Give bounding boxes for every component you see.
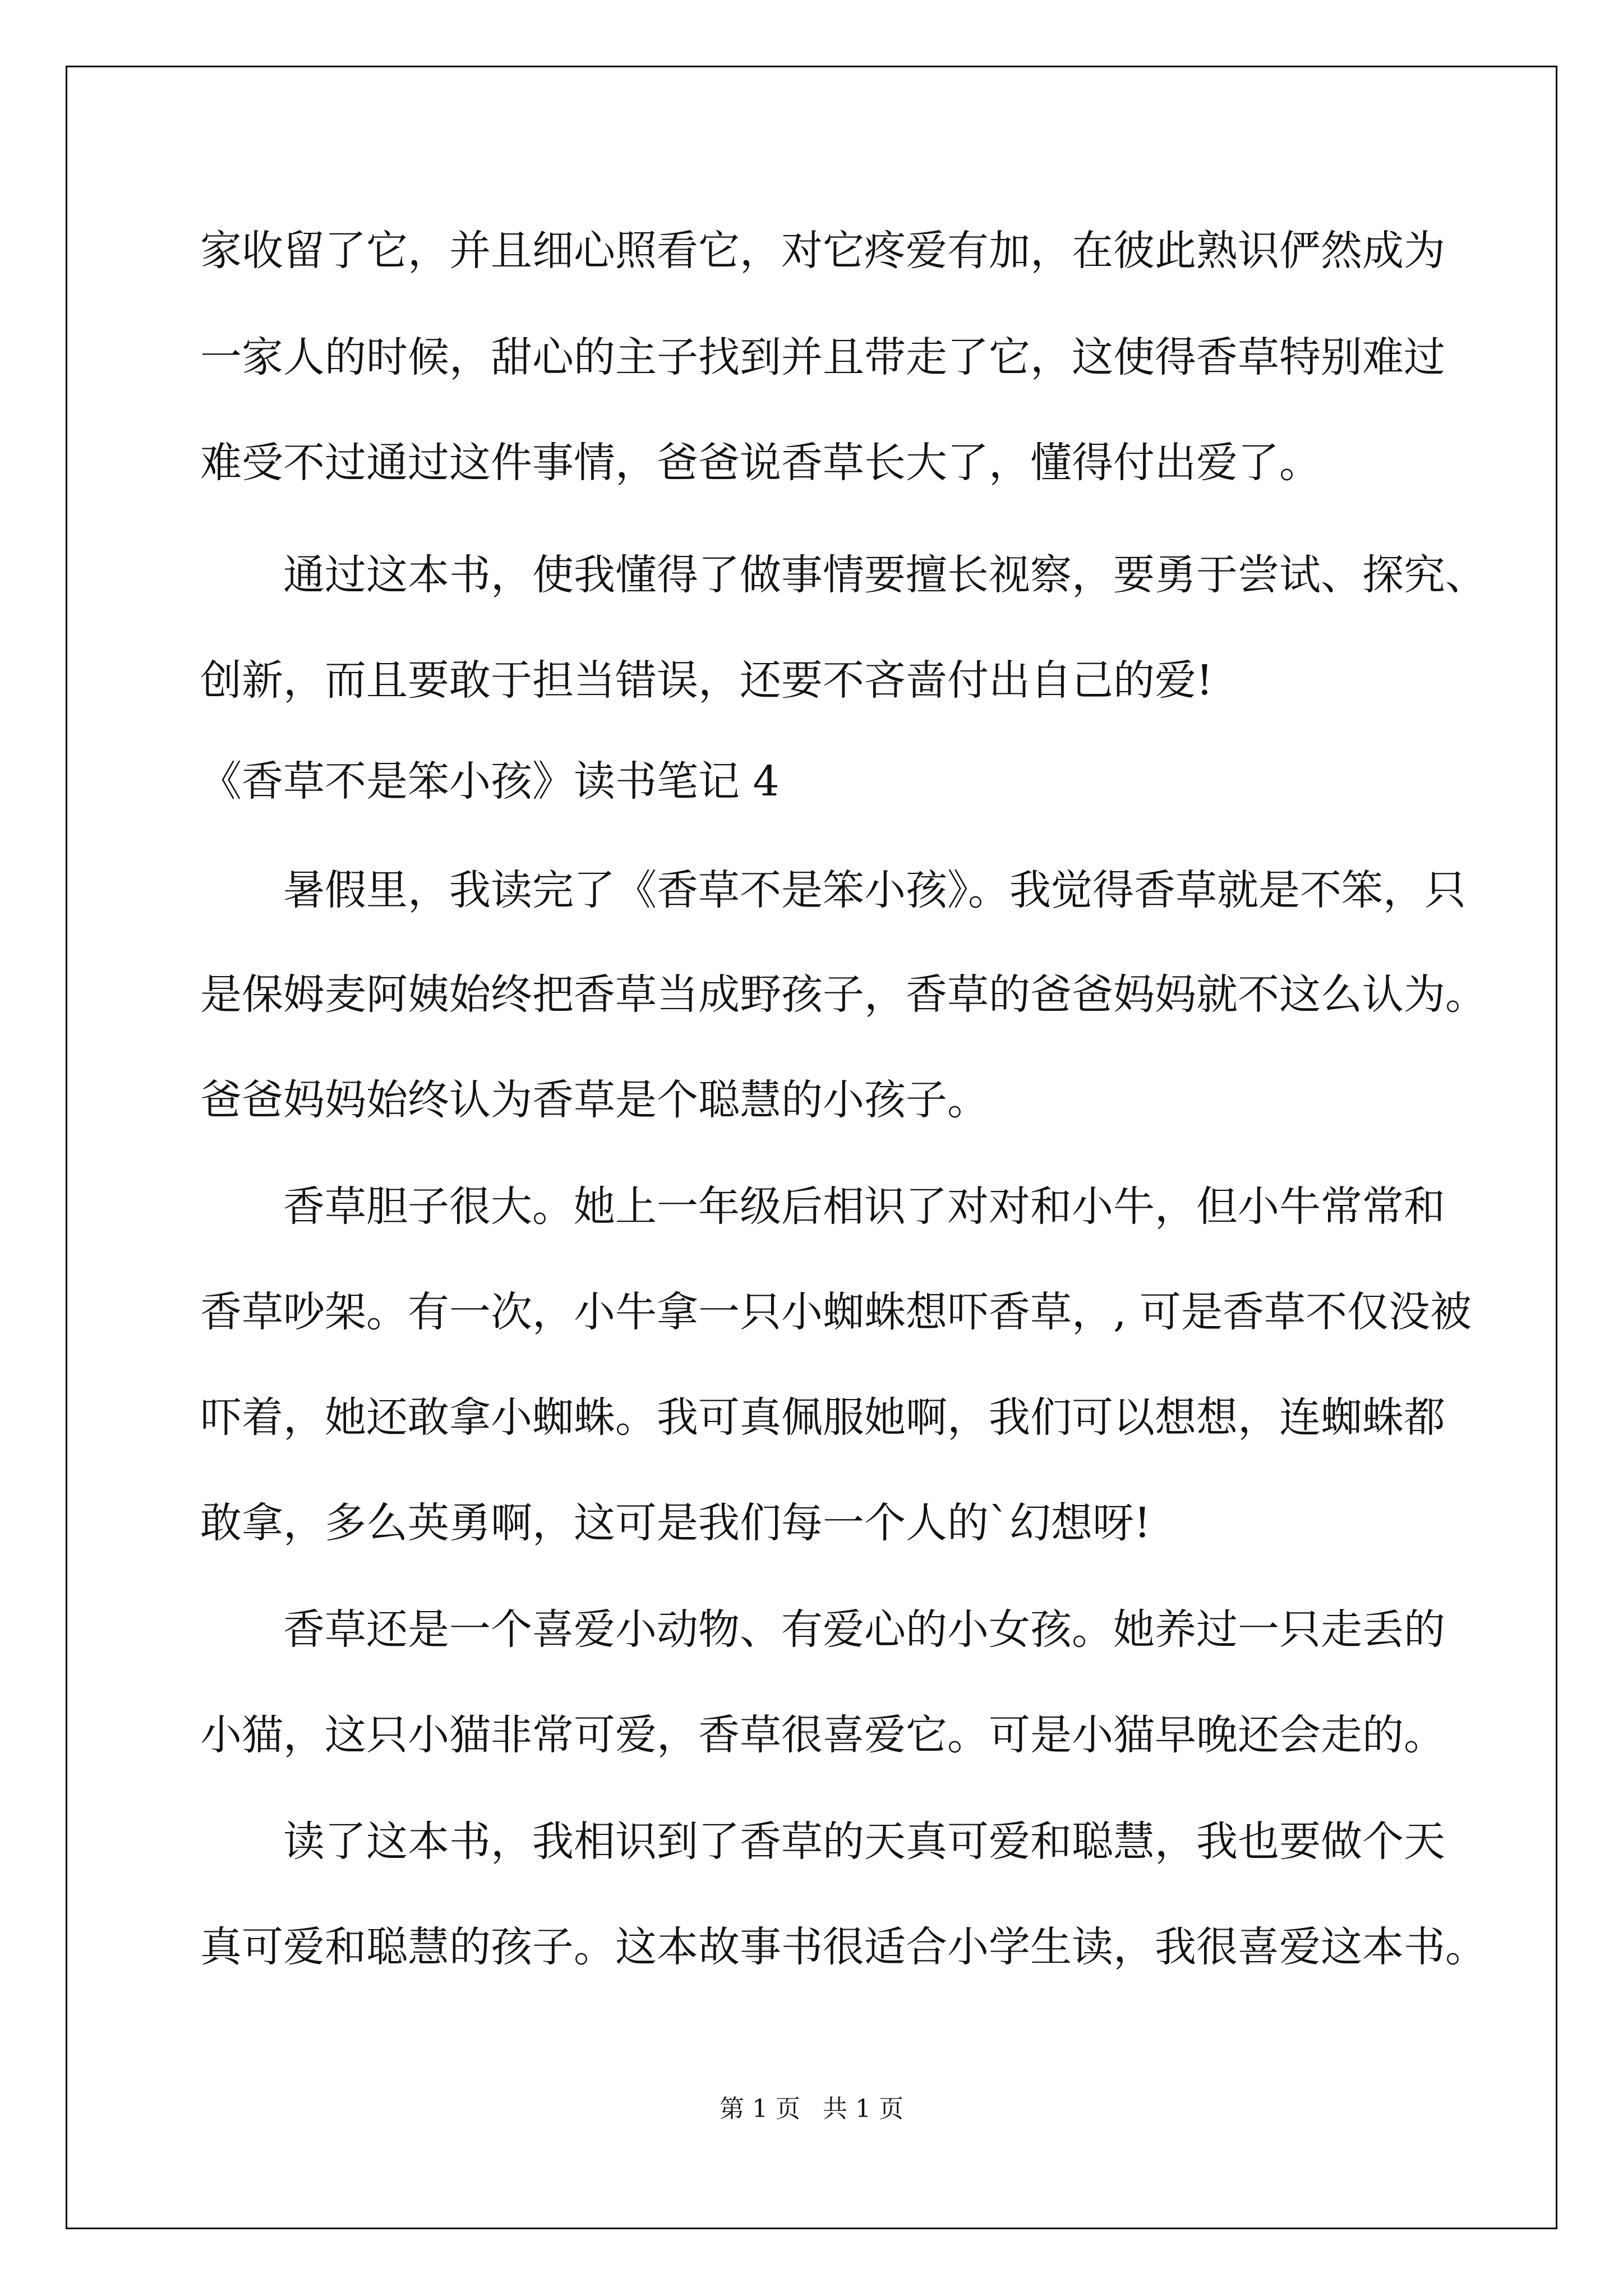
paragraph-first-line: 香草还是一个喜爱小动物、有爱心的小女孩。她养过一只走丢的	[283, 1605, 1445, 1654]
body-line: 真可爱和聪慧的孩子。这本故事书很适合小学生读，我很喜爱这本书。	[200, 1923, 1487, 1971]
paragraph-first-line: 读了这本书，我相识到了香草的天真可爱和聪慧，我也要做个天	[283, 1818, 1445, 1866]
section-heading: 《香草不是笨小孩》读书笔记 4	[200, 757, 780, 806]
body-line: 爸爸妈妈始终认为香草是个聪慧的小孩子。	[200, 1076, 989, 1124]
paragraph-first-line: 香草胆子很大。她上一年级后相识了对对和小牛，但小牛常常和	[283, 1182, 1445, 1231]
paragraph-first-line: 通过这本书，使我懂得了做事情要擅长视察，要勇于尝试、探究、	[283, 551, 1487, 599]
body-line: 小猫，这只小猫非常可爱，香草很喜爱它。可是小猫早晚还会走的。	[200, 1711, 1445, 1759]
page-footer	[0, 2092, 1623, 2126]
body-line: 创新，而且要敢于担当错误，还要不吝啬付出自己的爱!	[200, 656, 1213, 705]
page-number: 第 1 页	[720, 2095, 800, 2123]
body-line: 是保姆麦阿姨始终把香草当成野孩子，香草的爸爸妈妈就不这么认为。	[200, 970, 1487, 1019]
paragraph-first-line: 暑假里，我读完了《香草不是笨小孩》。我觉得香草就是不笨，只	[283, 866, 1466, 914]
body-line: 难受不过通过这件事情，爸爸说香草长大了，懂得付出爱了。	[200, 439, 1321, 487]
page-total: 共 1 页	[823, 2095, 903, 2123]
page-border	[66, 66, 1557, 2229]
body-line: 一家人的时候，甜心的主子找到并且带走了它，这使得香草特别难过	[200, 333, 1445, 381]
body-line: 家收留了它，并且细心照看它，对它疼爱有加，在彼此熟识俨然成为	[200, 227, 1445, 275]
body-line: 吓着，她还敢拿小蜘蛛。我可真佩服她啊，我们可以想想，连蜘蛛都	[200, 1393, 1445, 1442]
body-line: 香草吵架。有一次，小牛拿一只小蜘蛛想吓香草，, 可是香草不仅没被	[200, 1288, 1472, 1336]
body-line: 敢拿，多么英勇啊，这可是我们每一个人的`幻想呀!	[200, 1499, 1151, 1547]
